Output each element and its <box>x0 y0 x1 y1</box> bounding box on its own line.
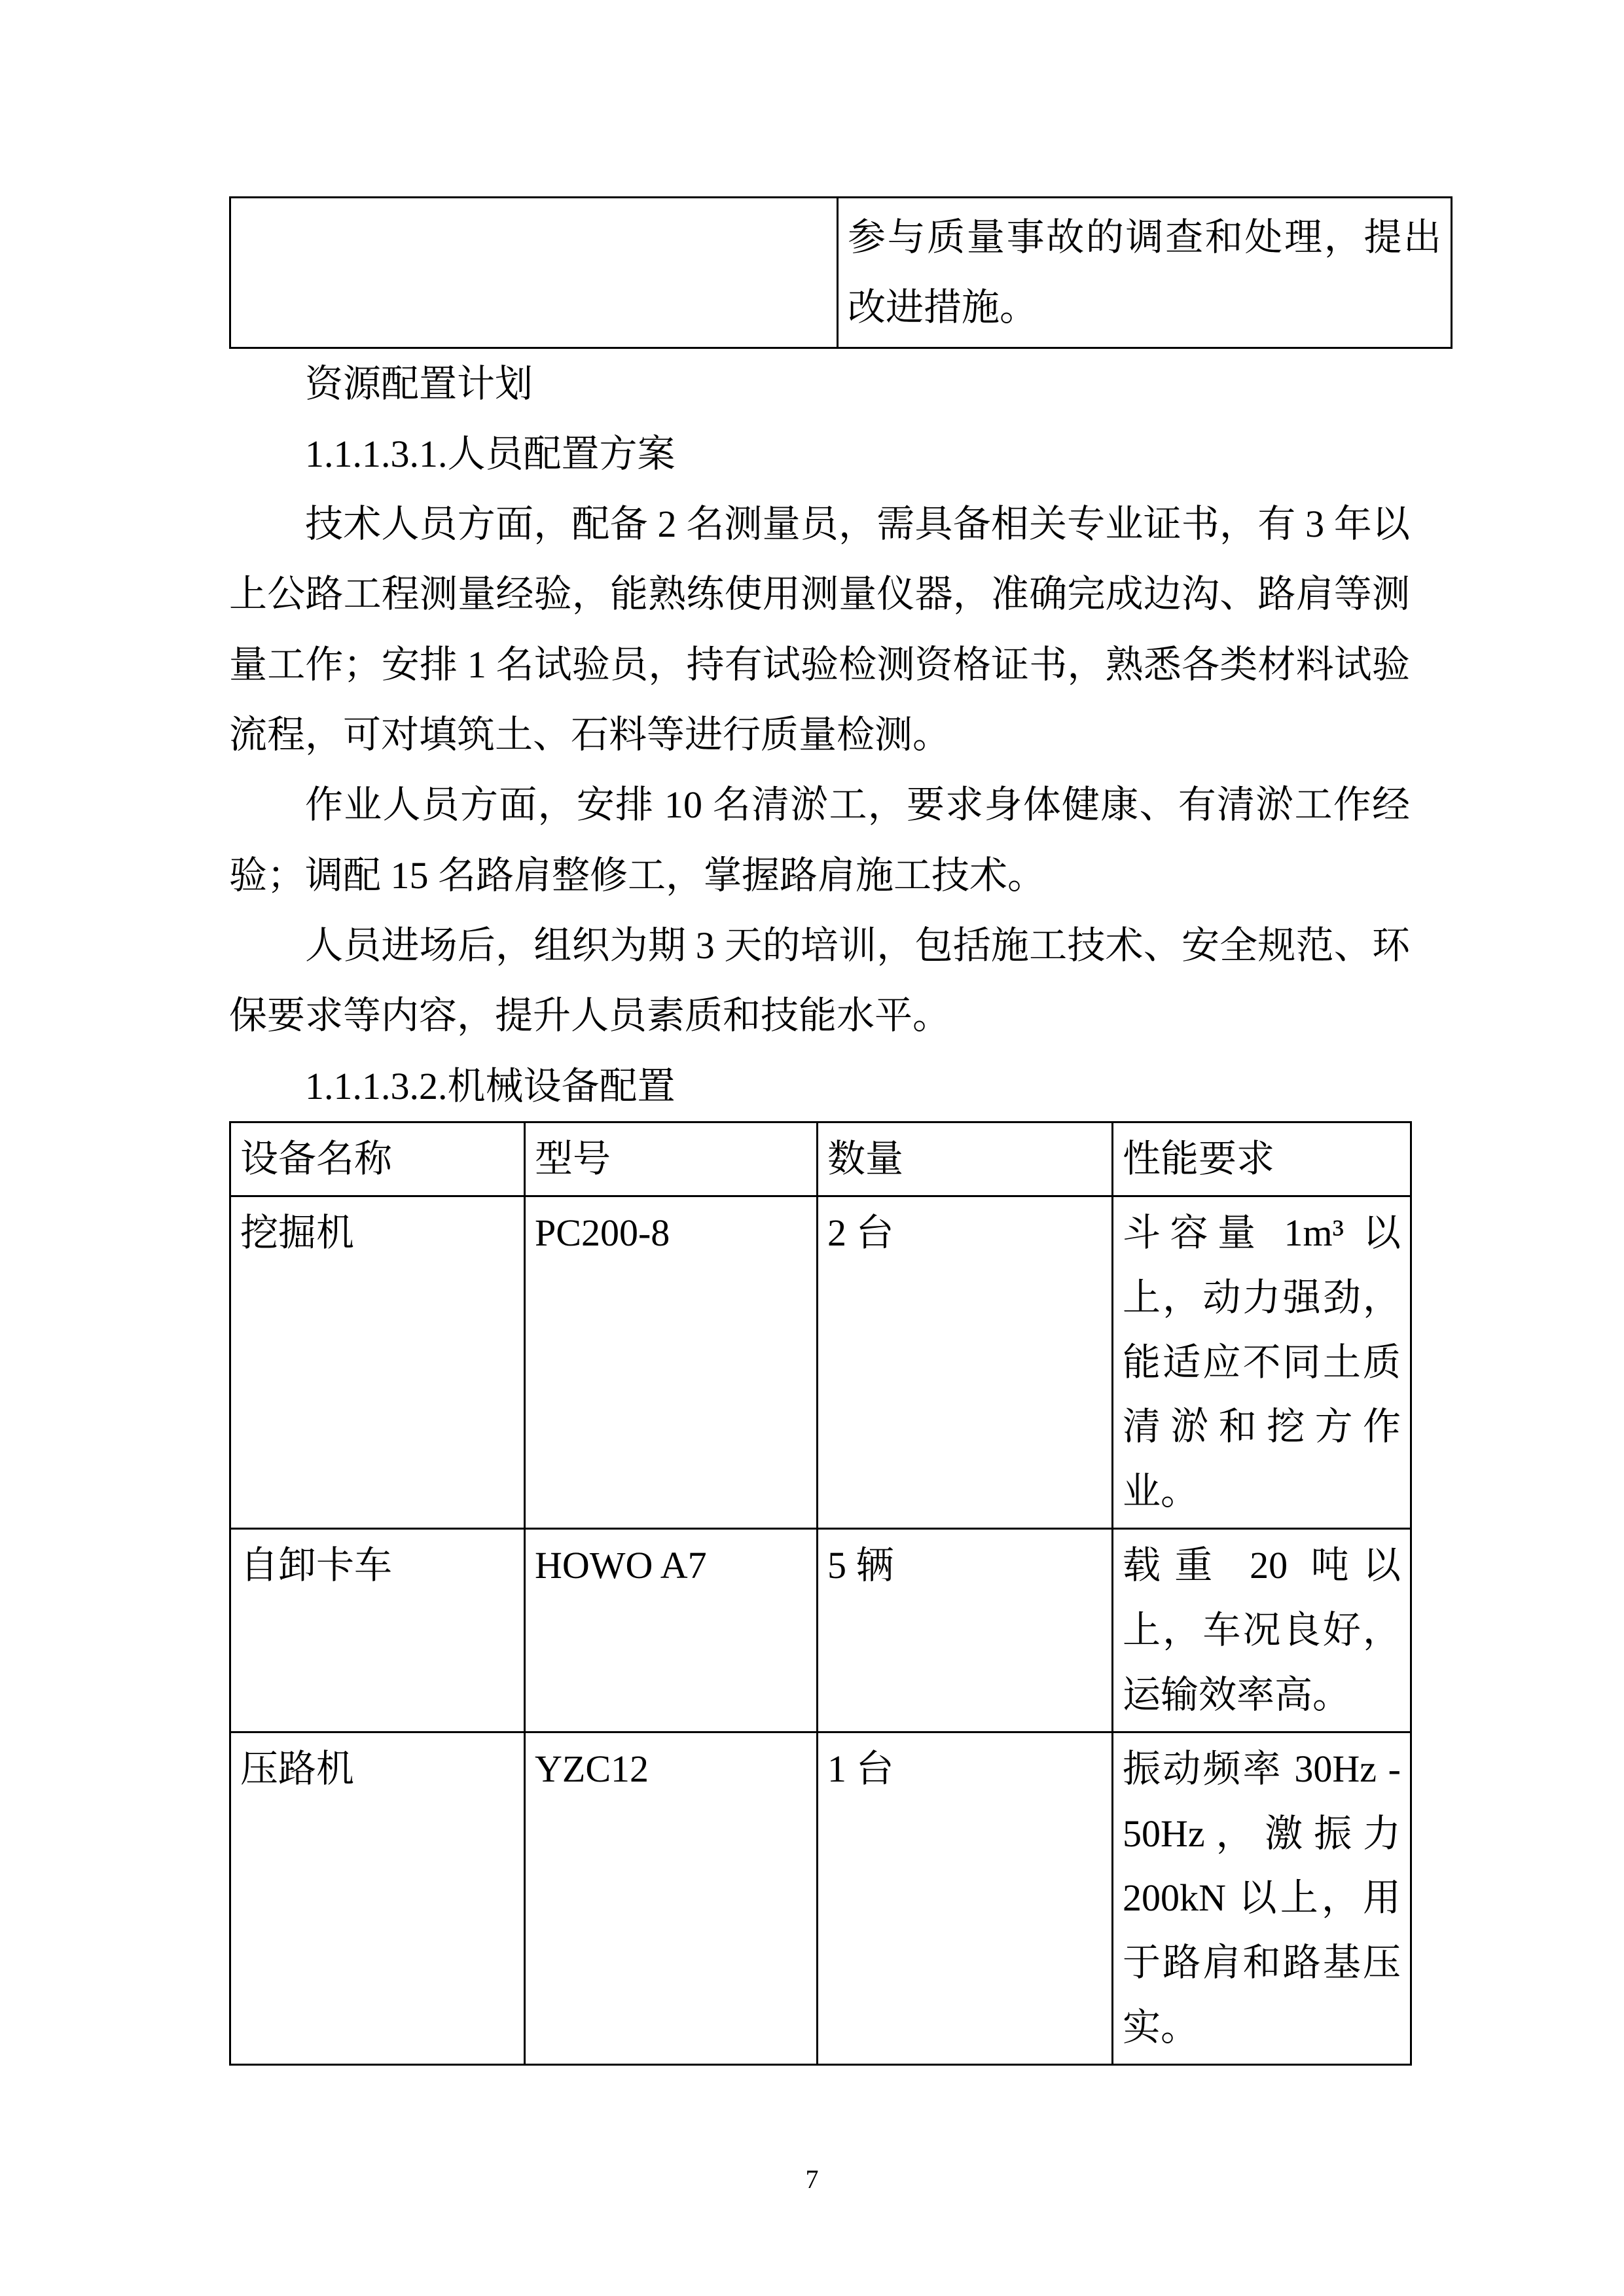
table-cell-performance: 载重 20 吨以上，车况良好，运输效率高。 <box>1113 1529 1411 1732</box>
paragraph-technical-staff: 技术人员方面，配备 2 名测量员，需具备相关专业证书，有 3 年以上公路工程测量经验，能熟练使用测量仪器，准确完成边沟、路肩等测量工作；安排 1 名试验员，持有试验检测资格证书，熟悉各类材料试验流程，可对填筑土、石料等进行质量检测。 <box>229 503 1410 757</box>
paragraph-operation-workers: 作业人员方面，安排 10 名清淤工，要求身体健康、有清淤工作经验；调配 15 名路肩整修工，掌握路肩施工技术。 <box>229 783 1410 897</box>
table-cell-model: PC200-8 <box>525 1196 818 1529</box>
column-header-device-name: 设备名称 <box>230 1122 525 1196</box>
column-header-performance: 性能要求 <box>1113 1122 1411 1196</box>
table-cell-model: HOWO A7 <box>525 1529 818 1732</box>
table-cell-device-name: 挖掘机 <box>230 1196 525 1529</box>
equipment-row-dump-truck <box>230 1529 1411 1732</box>
table-cell-device-name: 自卸卡车 <box>230 1529 525 1732</box>
carryover-table <box>229 196 1453 349</box>
section-heading-equipment: 1.1.1.3.2.机械设备配置 <box>305 1064 676 1107</box>
table-cell-quantity: 1 台 <box>818 1732 1113 2065</box>
column-header-model: 型号 <box>525 1122 818 1196</box>
table-row <box>230 198 1452 348</box>
table-cell-performance: 振动频率 30Hz - 50Hz，激振力 200kN 以上，用于路肩和路基压实。 <box>1113 1732 1411 2065</box>
table-cell-quantity: 5 辆 <box>818 1529 1113 1732</box>
table-cell-empty <box>230 198 838 348</box>
paragraph-training: 人员进场后，组织为期 3 天的培训，包括施工技术、安全规范、环保要求等内容，提升人员素质和技能水平。 <box>229 924 1410 1037</box>
column-header-quantity: 数量 <box>818 1122 1113 1196</box>
table-cell-quantity: 2 台 <box>818 1196 1113 1529</box>
table-cell-model: YZC12 <box>525 1732 818 2065</box>
section-heading-resource-plan: 资源配置计划 <box>305 362 533 405</box>
table-cell-performance: 斗容量 1m³ 以上，动力强劲，能适应不同土质清淤和挖方作业。 <box>1113 1196 1411 1529</box>
section-heading-personnel: 1.1.1.3.1.人员配置方案 <box>305 432 676 475</box>
table-cell-quality-accident: 参与质量事故的调查和处理，提出改进措施。 <box>838 198 1452 348</box>
equipment-row-excavator <box>230 1196 1411 1529</box>
page-number: 7 <box>805 2164 819 2194</box>
equipment-row-roller <box>230 1732 1411 2065</box>
table-cell-device-name: 压路机 <box>230 1732 525 2065</box>
equipment-table <box>229 1121 1412 2066</box>
equipment-table-header-row <box>230 1122 1411 1196</box>
